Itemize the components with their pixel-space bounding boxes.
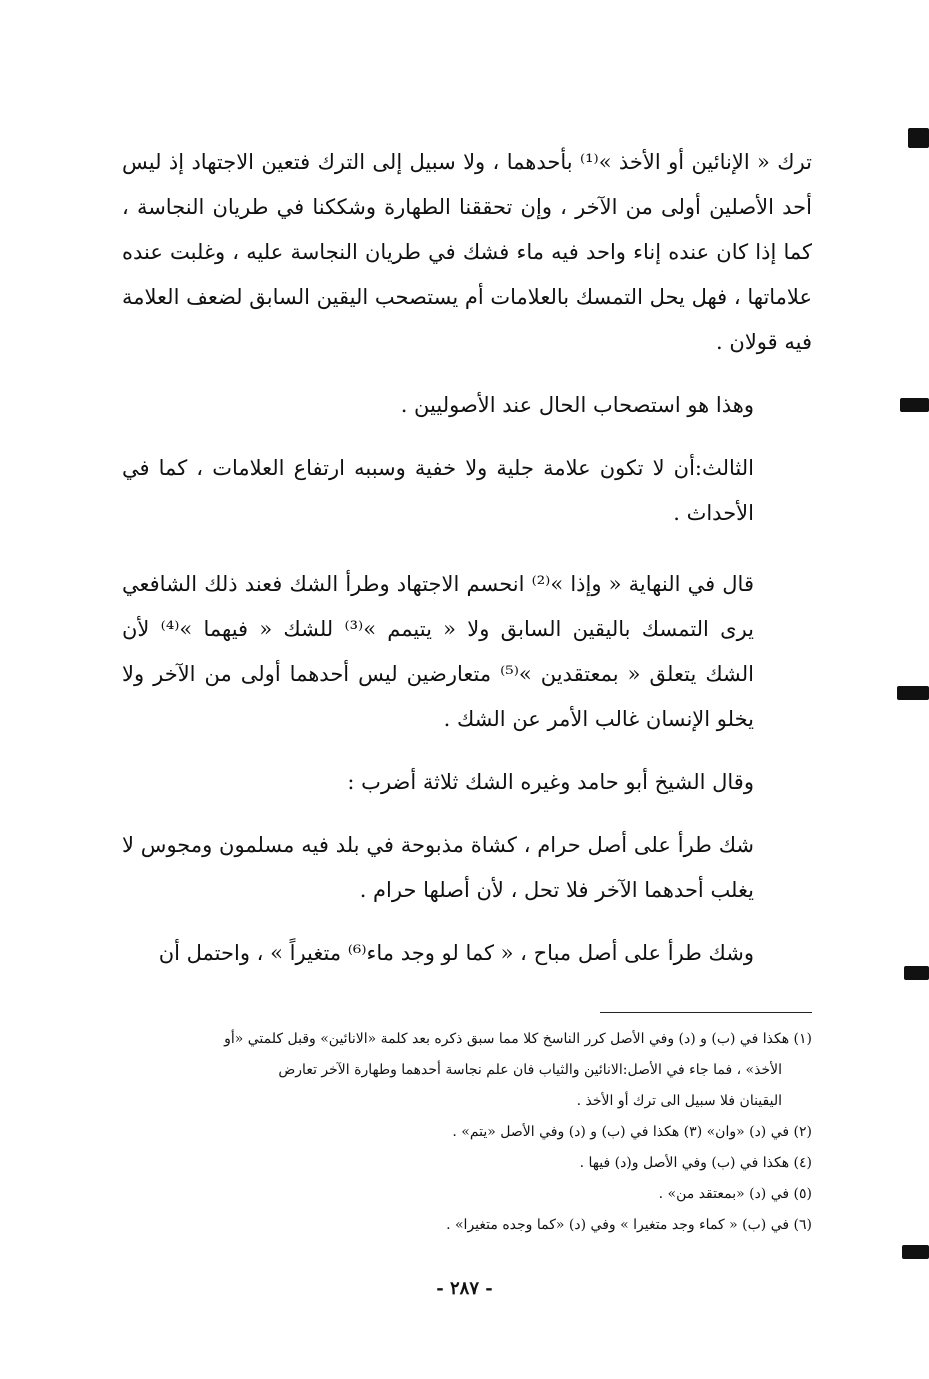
footnotes xyxy=(122,1024,812,1241)
paragraph-6: شك طرأ على أصل حرام ، كشاة مذبوحة في بلد فيه مسلمون ومجوس لا يغلب أحدهما الآخر فلا تحل ، لأن أصلها حرام . xyxy=(122,833,754,902)
paragraph-4: قال في النهاية « وإذا »⁽²⁾ انحسم الاجتهاد وطرأ الشك فعند ذلك الشافعي يرى التمسك باليقين السابق ولا « يتيمم »⁽³⁾ للشك « فيهما »⁽⁴⁾ لأن الشك يتعلق « بمعتقدين »⁽⁵⁾ متعارضين ليس أحدهما أولى من الآخر ولا يخلو الإنسان غالب الأمر عن الشك . xyxy=(122,572,755,731)
footnote-5: (٥) في (د) «بمعتقد من» . xyxy=(658,1186,812,1202)
paragraph-3: الثالث:أن لا تكون علامة جلية ولا خفية وسببه ارتفاع العلامات ، كما في الأحداث . xyxy=(122,456,754,525)
footnote-separator xyxy=(600,1012,812,1013)
scan-edge-mark xyxy=(897,686,929,700)
scan-edge-mark xyxy=(900,398,929,412)
scan-edge-mark xyxy=(908,128,929,148)
footnote-1-line-2: الأخذ» ، فما جاء في الأصل:الانائين والثياب فان علم نجاسة أحدهما وطهارة الآخر تعارض xyxy=(278,1062,782,1078)
footnote-4: (٤) هكذا في (ب) وفي الأصل و(د) فيها . xyxy=(579,1155,812,1171)
page-number: - ٢٨٧ - xyxy=(436,1278,493,1299)
footnote-6: (٦) في (ب) « كماء وجد متغيرا » وفي (د) «كما وجده متغيرا» . xyxy=(446,1217,812,1233)
footnote-1-line-1: (١) هكذا في (ب) و (د) وفي الأصل كرر الناسخ كلا مما سبق ذكره بعد كلمة «الانائين» وقبل كلمتي «أو xyxy=(224,1031,812,1047)
footnote-1-line-3: اليقينان فلا سبيل الى ترك أو الأخذ . xyxy=(576,1093,782,1109)
paragraph-7: وشك طرأ على أصل مباح ، « كما لو وجد ماء⁽⁶⁾ متغيراً » ، واحتمل أن xyxy=(158,941,754,965)
main-text xyxy=(122,140,812,976)
paragraph-1: ترك « الإنائين أو الأخذ »⁽¹⁾ بأحدهما ، ولا سبيل إلى الترك فتعين الاجتهاد إذ ليس أحد الأصلين أولى من الآخر ، وإن تحققنا الطهارة وشككنا في طريان النجاسة ، كما إذا كان عنده إناء واحد فيه ماء فشك في طريان النجاسة عليه ، وغلبت عنده علاماتها ، فهل يحل التمسك بالعلامات أم يستصحب اليقين السابق لضعف العلامة فيه قولان . xyxy=(122,150,813,354)
footnote-2-3: (٢) في (د) «وان» (٣) هكذا في (ب) و (د) وفي الأصل «يتم» . xyxy=(452,1124,812,1140)
paragraph-5: وقال الشيخ أبو حامد وغيره الشك ثلاثة أضرب : xyxy=(347,770,754,794)
scan-edge-mark xyxy=(904,966,929,980)
paragraph-2: وهذا هو استصحاب الحال عند الأصوليين . xyxy=(400,393,754,417)
scan-edge-mark xyxy=(902,1245,929,1259)
